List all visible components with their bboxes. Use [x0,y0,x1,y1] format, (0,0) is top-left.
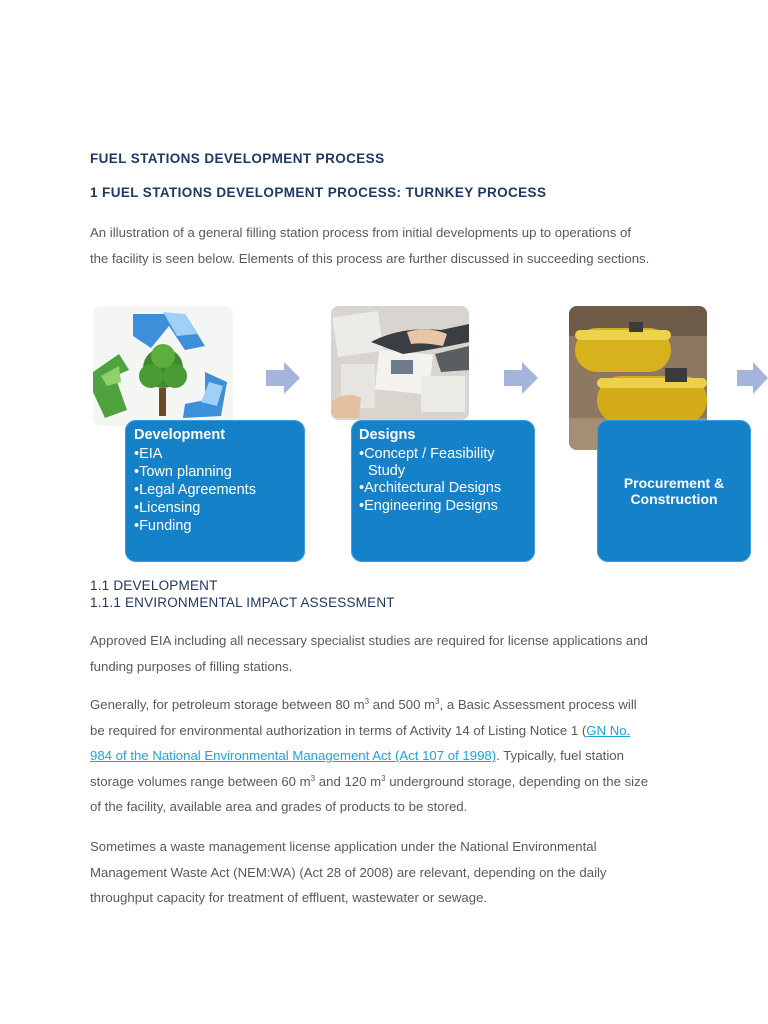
arrow-right-icon [737,362,768,394]
text-run: . Typically, fuel station [496,748,624,763]
text-run: of the facility, available area and grades of products to be stored. [90,799,468,814]
text-run: , a Basic Assessment process will [439,697,637,712]
link-text[interactable]: GN No. [586,722,631,738]
process-step-development [125,420,305,562]
heading-1-1-1: 1.1.1 ENVIRONMENTAL IMPACT ASSESSMENT [90,595,395,610]
step-item-continued: Study [368,463,406,479]
text-run: be required for environmental authorization in terms of Activity 14 of Listing Notice 1 ( [90,722,587,738]
subsection-heading [90,577,395,611]
text-run: underground storage, depending on the size [385,773,649,789]
storage-paragraph [90,692,690,820]
intro-line-1: An illustration of a general filling station process from initial developments up to operations of [90,225,631,240]
superscript: 3 [435,697,440,706]
section-heading: 1 FUEL STATIONS DEVELOPMENT PROCESS: TURNKEY PROCESS [90,185,547,200]
process-step-designs [351,420,535,562]
arrow-right-icon [504,362,538,394]
step-item: • Legal Agreements [134,481,305,499]
document-title: FUEL STATIONS DEVELOPMENT PROCESS [90,151,385,166]
process-step-procurement [597,420,751,562]
step-item: • Engineering Designs [359,497,535,515]
superscript: 3 [381,773,386,783]
waste-line-1: Sometimes a waste management license application under the National Environmental [90,839,597,854]
step-item: • Town planning [134,463,305,481]
waste-line-2: Management Waste Act (NEM:WA) (Act 28 of 2008) are relevant, depending on the daily [90,864,607,880]
text-run: Generally, for petroleum storage between 80 m [90,697,365,712]
heading-1-1: 1.1 DEVELOPMENT [90,578,218,593]
eia-paragraph [90,628,690,679]
eia-line-1: Approved EIA including all necessary specialist studies are required for license applications and [90,633,648,648]
design-documents-image [331,306,469,420]
step-item: • Funding [134,517,305,535]
arrow-right-icon [266,362,300,394]
intro-paragraph [90,220,690,271]
text-run: storage volumes range between 60 m [90,773,311,789]
waste-line-3: throughput capacity for treatment of effluent, wastewater or sewage. [90,890,488,905]
text-run: and 500 m [369,697,436,712]
eia-line-2: funding purposes of filling stations. [90,658,293,674]
superscript: 3 [364,697,370,706]
step-title: Designs [359,427,416,443]
step-title-line-2: Construction [630,491,718,507]
waste-paragraph [90,834,690,911]
text-run: and 120 m [315,773,382,789]
step-title: Development [134,427,226,443]
superscript: 3 [310,773,316,783]
intro-line-2: the facility is seen below. Elements of this process are further discussed in succeeding sections. [90,250,650,266]
step-item: • EIA [134,445,305,463]
step-title: Procurement & [623,475,725,491]
step-item: • Architectural Designs [359,479,535,497]
link-text[interactable]: 984 of the National Environmental Management Act (Act 107 of 1998) [90,748,497,763]
step-item: • Licensing [134,499,305,517]
step-item: • Concept / Feasibility [359,445,535,463]
recycling-tree-image [93,306,233,426]
